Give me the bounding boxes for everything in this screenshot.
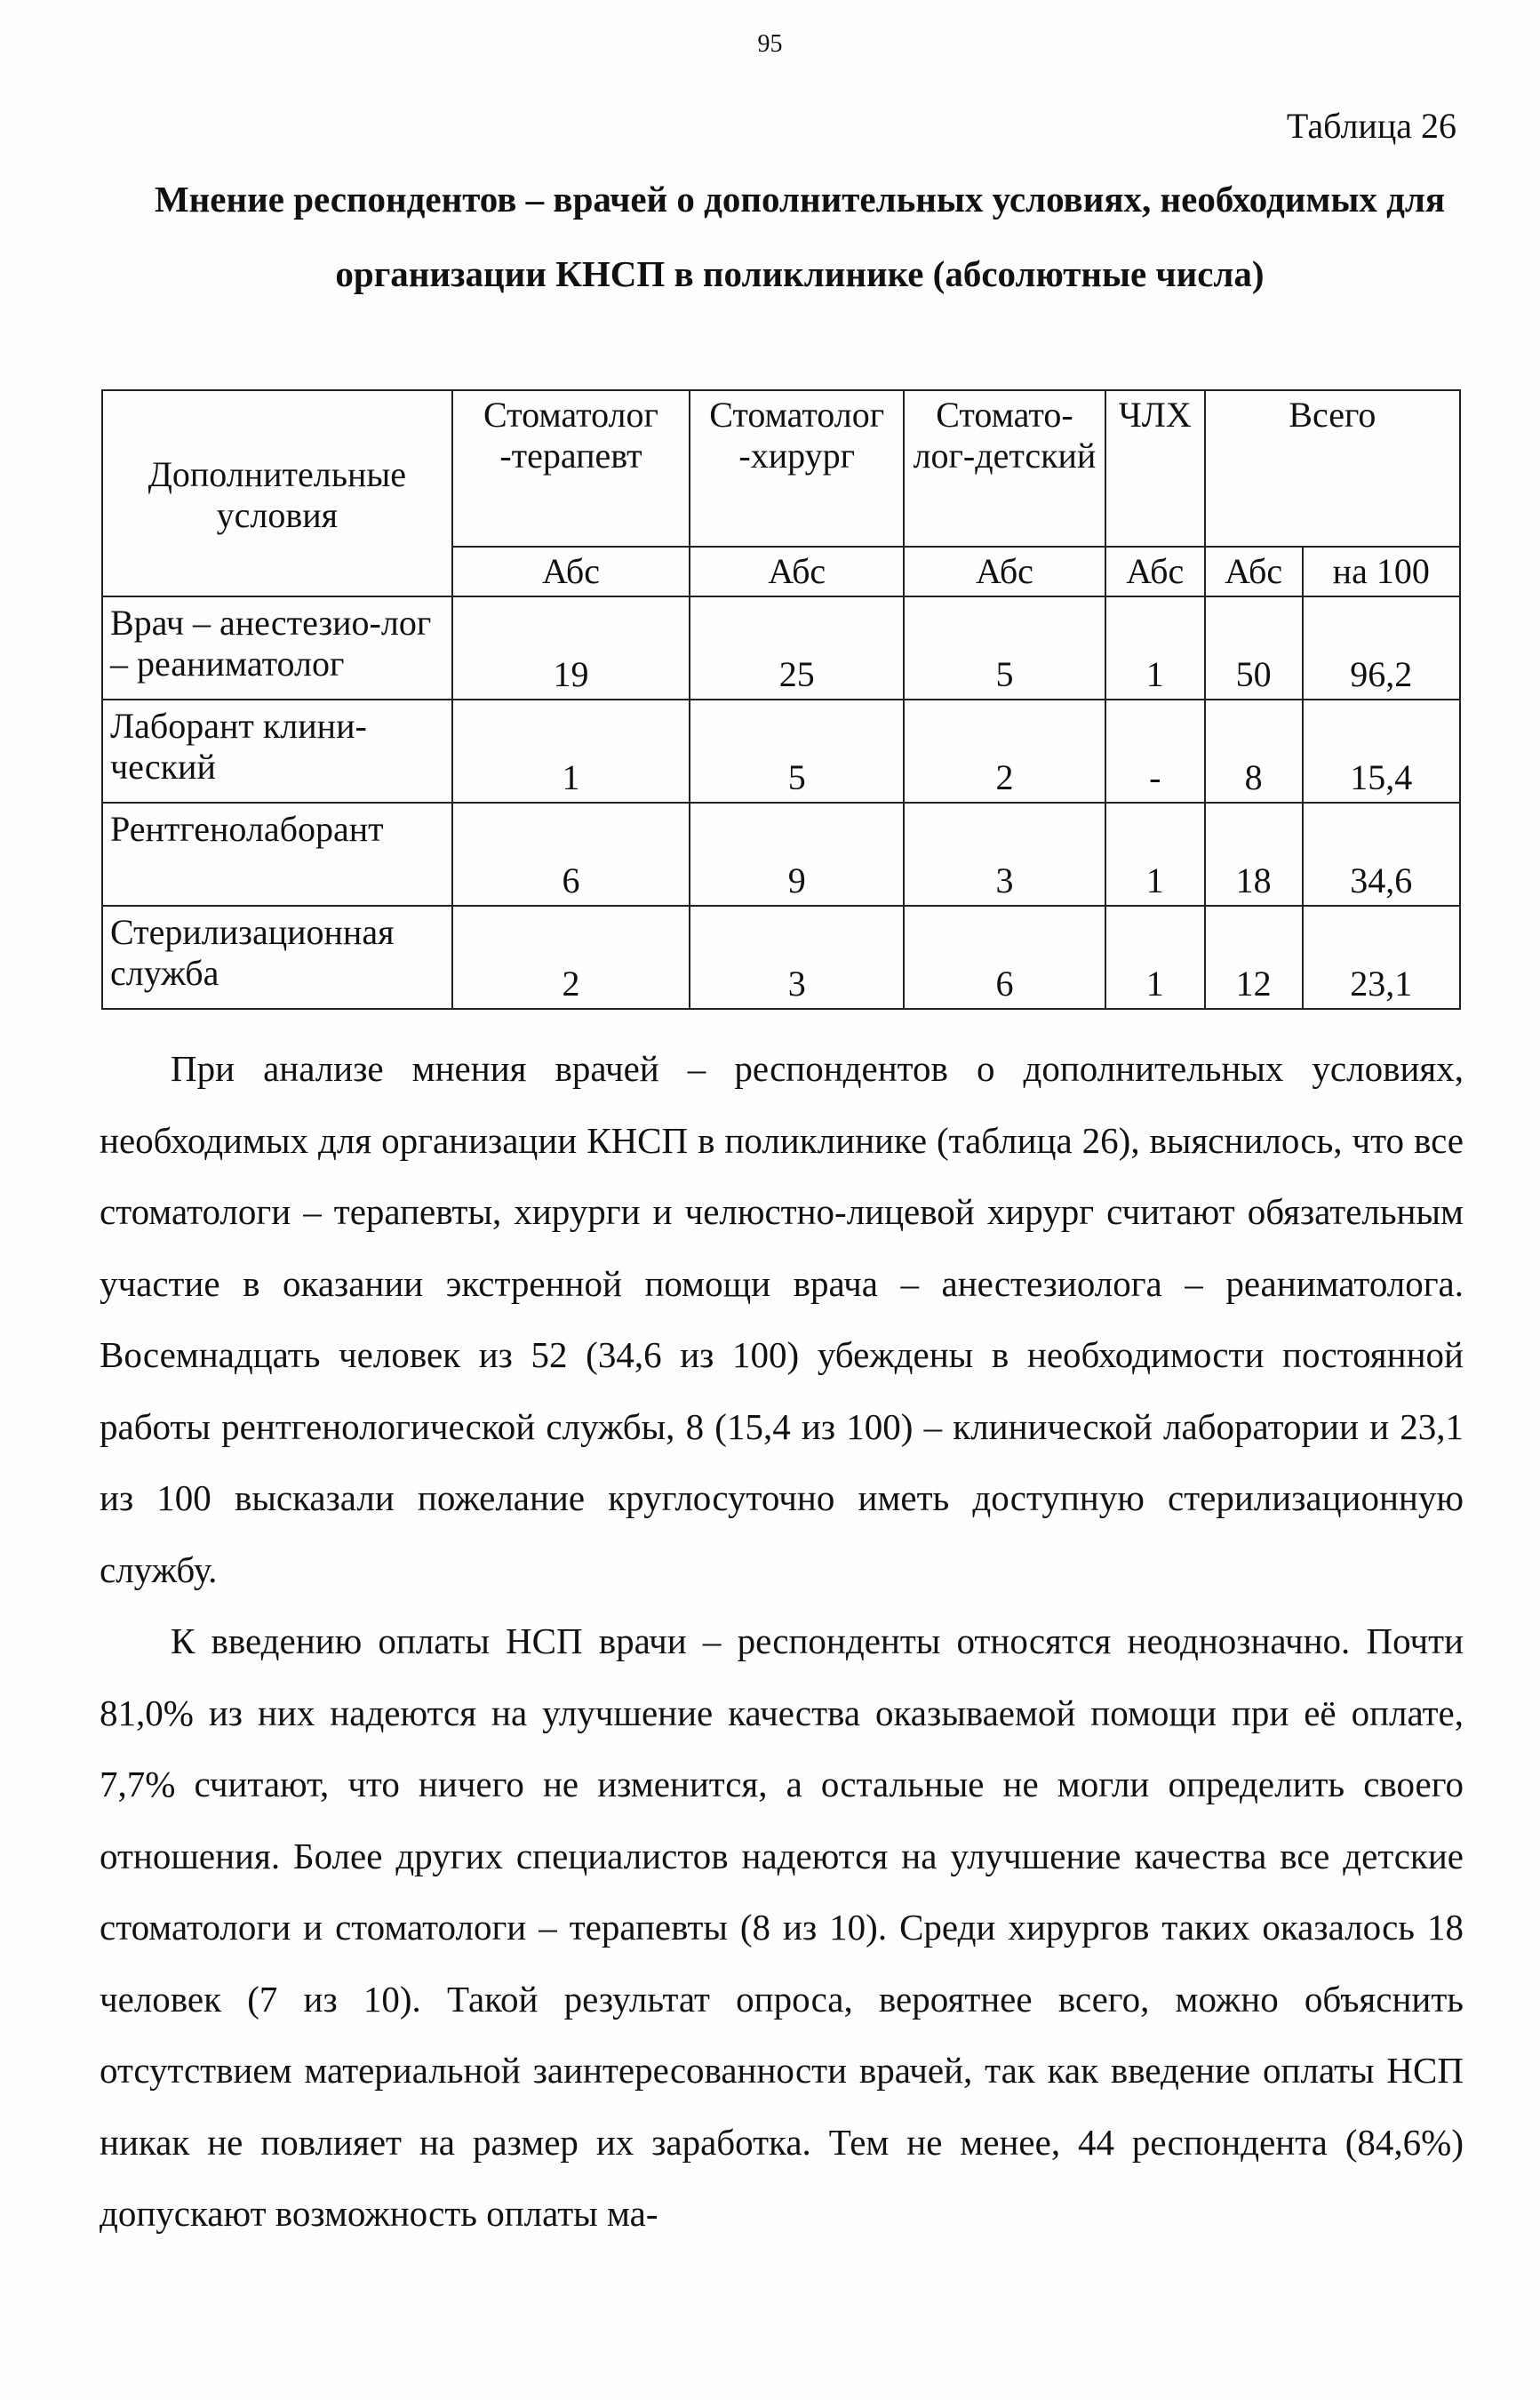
data-table <box>101 389 1461 1010</box>
table-cell: 34,6 <box>1303 803 1460 906</box>
table-row <box>102 906 1460 1009</box>
table-cell: 6 <box>904 906 1105 1009</box>
header-col-surgeon: Стоматолог -хирург <box>690 390 904 547</box>
table-cell: 5 <box>690 700 904 803</box>
header-col-pediatric: Стомато-лог-детский <box>904 390 1105 547</box>
table-row <box>102 803 1460 906</box>
table-cell: 25 <box>690 596 904 700</box>
subheader-cell: Абс <box>690 547 904 596</box>
table-cell: 8 <box>1205 700 1303 803</box>
table-cell: 1 <box>1105 803 1205 906</box>
table-cell: 2 <box>452 906 690 1009</box>
paragraph: При анализе мнения врачей – респондентов о дополнительных условиях, необходимых для организации КНСП в поликлинике (таблица 26), выяснилось, что все стоматологи – терапевты, хирурги и челюстно-лицевой хирург считают обязательным участие в оказании экстренной помощи врача – анестезиолога – реаниматолога. Восемнадцать человек из 52 (34,6 из 100) убеждены в необходимости постоянной работы рентгенологической службы, 8 (15,4 из 100) – клинической лаборатории и 23,1 из 100 высказали пожелание круглосуточно иметь доступную стерилизационную службу. <box>100 1048 1464 1590</box>
header-conditions: Дополнительные условия <box>102 390 452 596</box>
table-cell: - <box>1105 700 1205 803</box>
subheader-cell: на 100 <box>1303 547 1460 596</box>
table-cell: 15,4 <box>1303 700 1460 803</box>
page-number: 95 <box>757 30 783 58</box>
table-cell: 2 <box>904 700 1105 803</box>
table-row <box>102 700 1460 803</box>
table-cell: 5 <box>904 596 1105 700</box>
table-cell: 12 <box>1205 906 1303 1009</box>
body-text <box>100 1033 1464 2250</box>
subheader-cell: Абс <box>452 547 690 596</box>
table-cell: 23,1 <box>1303 906 1460 1009</box>
table-cell: 1 <box>1105 906 1205 1009</box>
table-cell: 18 <box>1205 803 1303 906</box>
subheader-cell: Абс <box>1205 547 1303 596</box>
table-cell: 19 <box>452 596 690 700</box>
table-title: Мнение респондентов – врачей о дополнительных условиях, необходимых для организации КНСП в поликлинике (абсолютные числа) <box>154 179 1446 294</box>
paragraph: К введению оплаты НСП врачи – респонденты относятся неоднозначно. Почти 81,0% из них надеются на улучшение качества оказываемой помощи при её оплате, 7,7% считают, что ничего не изменится, а остальные не могли определить своего отношения. Более других специалистов надеются на улучшение качества все детские стоматологи и стоматологи – терапевты (8 из 10). Среди хирургов таких оказалось 18 человек (7 из 10). Такой результат опроса, вероятнее всего, можно объяснить отсутствием материальной заинтересованности врачей, так как введение оплаты НСП никак не повлияет на размер их заработка. Тем не менее, 44 респондента (84,6%) допускают возможность оплаты ма- <box>100 1620 1464 2234</box>
header-col-maxillofacial: ЧЛХ <box>1105 390 1205 547</box>
table-cell: 3 <box>690 906 904 1009</box>
subheader-cell: Абс <box>904 547 1105 596</box>
row-condition: Лаборант клини-ческий <box>102 700 452 803</box>
header-col-therapist: Стоматолог -терапевт <box>452 390 690 547</box>
row-condition: Врач – анестезио-лог – реаниматолог <box>102 596 452 700</box>
header-col-total: Всего <box>1205 390 1460 547</box>
subheader-cell: Абс <box>1105 547 1205 596</box>
table-row <box>102 596 1460 700</box>
table-cell: 3 <box>904 803 1105 906</box>
row-condition: Рентгенолаборант <box>102 803 452 906</box>
table-cell: 96,2 <box>1303 596 1460 700</box>
table-cell: 50 <box>1205 596 1303 700</box>
table-cell: 9 <box>690 803 904 906</box>
table-label: Таблица 26 <box>1286 106 1456 146</box>
table-header-row <box>102 390 1460 547</box>
table-cell: 1 <box>452 700 690 803</box>
table-cell: 6 <box>452 803 690 906</box>
row-condition: Стерилизационная служба <box>102 906 452 1009</box>
table-cell: 1 <box>1105 596 1205 700</box>
